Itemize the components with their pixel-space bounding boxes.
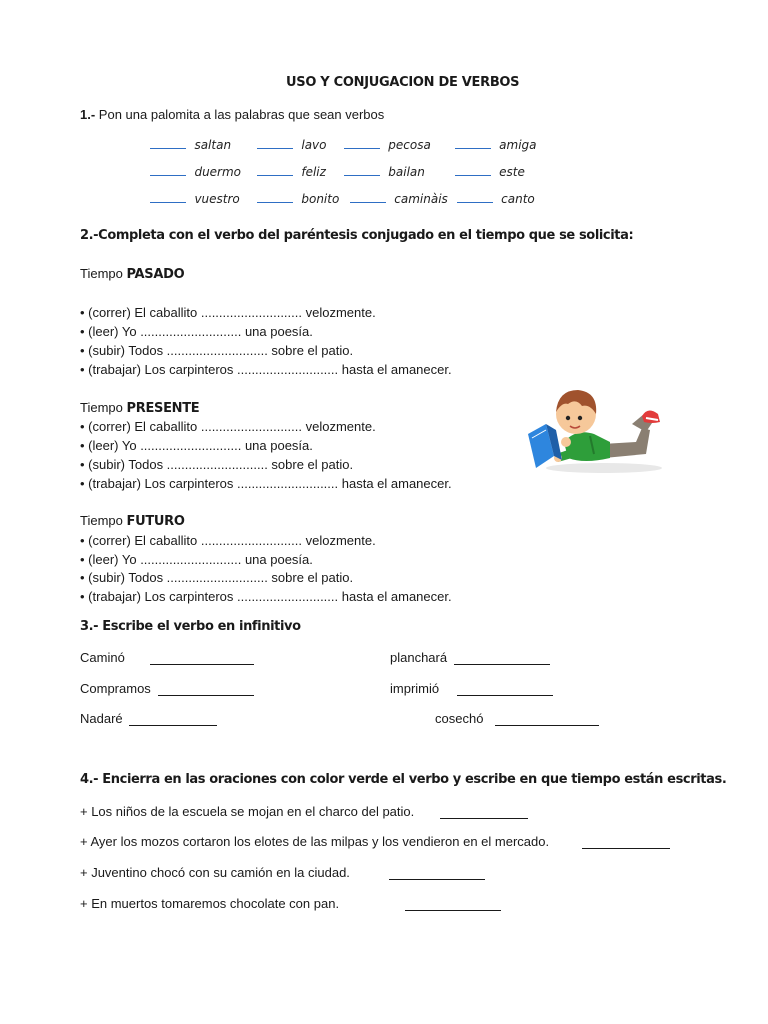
answer-line[interactable] (405, 898, 501, 911)
tense-label-presente (80, 400, 199, 416)
answer-line[interactable] (158, 683, 254, 696)
answer-blank[interactable] (257, 138, 293, 149)
word-item: este (499, 165, 525, 179)
conjugated-verb: cosechó (435, 711, 484, 726)
infinitive-item (80, 650, 125, 665)
section2-heading: 2.-Completa con el verbo del paréntesis conjugado en el tiempo que se solicita: (80, 228, 634, 243)
exercise-item: • (correr) El caballito ............................ velozmente. (80, 419, 376, 434)
answer-line[interactable] (440, 806, 528, 819)
word-row-3 (150, 190, 551, 208)
word-item: bailan (388, 165, 425, 179)
section1-text: Pon una palomita a las palabras que sean verbos (98, 107, 385, 122)
exercise-item: • (trabajar) Los carpinteros ............................ hasta el amanecer. (80, 476, 452, 491)
answer-blank[interactable] (350, 192, 386, 203)
tiempo-word: Tiempo (80, 266, 123, 281)
answer-blank[interactable] (344, 165, 380, 176)
exercise-item: • (leer) Yo ............................ una poesía. (80, 552, 313, 567)
answer-line[interactable] (457, 683, 553, 696)
word-item: amiga (499, 138, 537, 152)
tense-name: PRESENTE (126, 401, 200, 416)
conjugated-verb: imprimió (390, 681, 440, 696)
infinitive-item (390, 681, 439, 696)
sentence-item: + Los niños de la escuela se mojan en el charco del patio. (80, 804, 415, 819)
word-item: bonito (301, 192, 340, 206)
sentence-item: + Ayer los mozos cortaron los elotes de las milpas y los vendieron en el mercado. (80, 834, 550, 849)
tiempo-word: Tiempo (80, 400, 123, 415)
section4-heading: 4.- Encierra en las oraciones con color verde el verbo y escribe en que tiempo están escritas. (80, 772, 727, 787)
exercise-item: • (correr) El caballito ............................ velozmente. (80, 305, 376, 320)
word-item: canto (501, 192, 535, 206)
exercise-item: • (leer) Yo ............................ una poesía. (80, 324, 313, 339)
exercise-item: • (subir) Todos ............................ sobre el patio. (80, 570, 354, 585)
conjugated-verb: Nadaré (80, 711, 123, 726)
word-row-2 (150, 163, 549, 181)
exercise-item: • (leer) Yo ............................ una poesía. (80, 438, 313, 453)
sentence-item: + Juventino chocó con su camión en la ciudad. (80, 865, 350, 880)
exercise-item: • (trabajar) Los carpinteros ............................ hasta el amanecer. (80, 589, 452, 604)
tense-name: FUTURO (126, 514, 185, 529)
tense-name: PASADO (126, 267, 185, 282)
answer-blank[interactable] (455, 138, 491, 149)
exercise-item: • (subir) Todos ............................ sobre el patio. (80, 457, 354, 472)
word-item: caminàis (394, 192, 448, 206)
answer-blank[interactable] (257, 192, 293, 203)
answer-line[interactable] (150, 652, 254, 665)
answer-blank[interactable] (344, 138, 380, 149)
tense-label-pasado (80, 266, 184, 282)
answer-blank[interactable] (150, 192, 186, 203)
answer-line[interactable] (582, 836, 670, 849)
exercise-item: • (correr) El caballito ............................ velozmente. (80, 533, 376, 548)
word-item: duermo (194, 165, 242, 179)
section1-number: 1.- (80, 107, 96, 122)
infinitive-item (80, 681, 151, 696)
word-row-1 (150, 136, 549, 154)
word-item: pecosa (388, 138, 431, 152)
infinitive-item (80, 711, 123, 726)
section3-heading: 3.- Escribe el verbo en infinitivo (80, 619, 301, 634)
answer-blank[interactable] (257, 165, 293, 176)
answer-line[interactable] (129, 713, 217, 726)
answer-line[interactable] (389, 867, 485, 880)
tense-label-futuro (80, 513, 185, 529)
answer-blank[interactable] (150, 165, 186, 176)
answer-blank[interactable] (455, 165, 491, 176)
conjugated-verb: Compramos (80, 681, 151, 696)
boy-reading-book-icon (524, 384, 664, 476)
sentence-item: + En muertos tomaremos chocolate con pan. (80, 896, 340, 911)
answer-line[interactable] (454, 652, 550, 665)
conjugated-verb: Caminó (80, 650, 125, 665)
answer-blank[interactable] (457, 192, 493, 203)
word-item: lavo (301, 138, 327, 152)
infinitive-item (390, 650, 447, 665)
answer-blank[interactable] (150, 138, 186, 149)
exercise-item: • (trabajar) Los carpinteros ............................ hasta el amanecer. (80, 362, 452, 377)
answer-line[interactable] (495, 713, 599, 726)
word-item: vuestro (194, 192, 240, 206)
word-item: feliz (301, 165, 326, 179)
word-item: saltan (194, 138, 232, 152)
infinitive-item (435, 711, 483, 726)
exercise-item: • (subir) Todos ............................ sobre el patio. (80, 343, 354, 358)
page-title: USO Y CONJUGACION DE VERBOS (286, 75, 520, 90)
section1-instruction (80, 107, 384, 122)
tiempo-word: Tiempo (80, 513, 123, 528)
conjugated-verb: planchará (390, 650, 448, 665)
